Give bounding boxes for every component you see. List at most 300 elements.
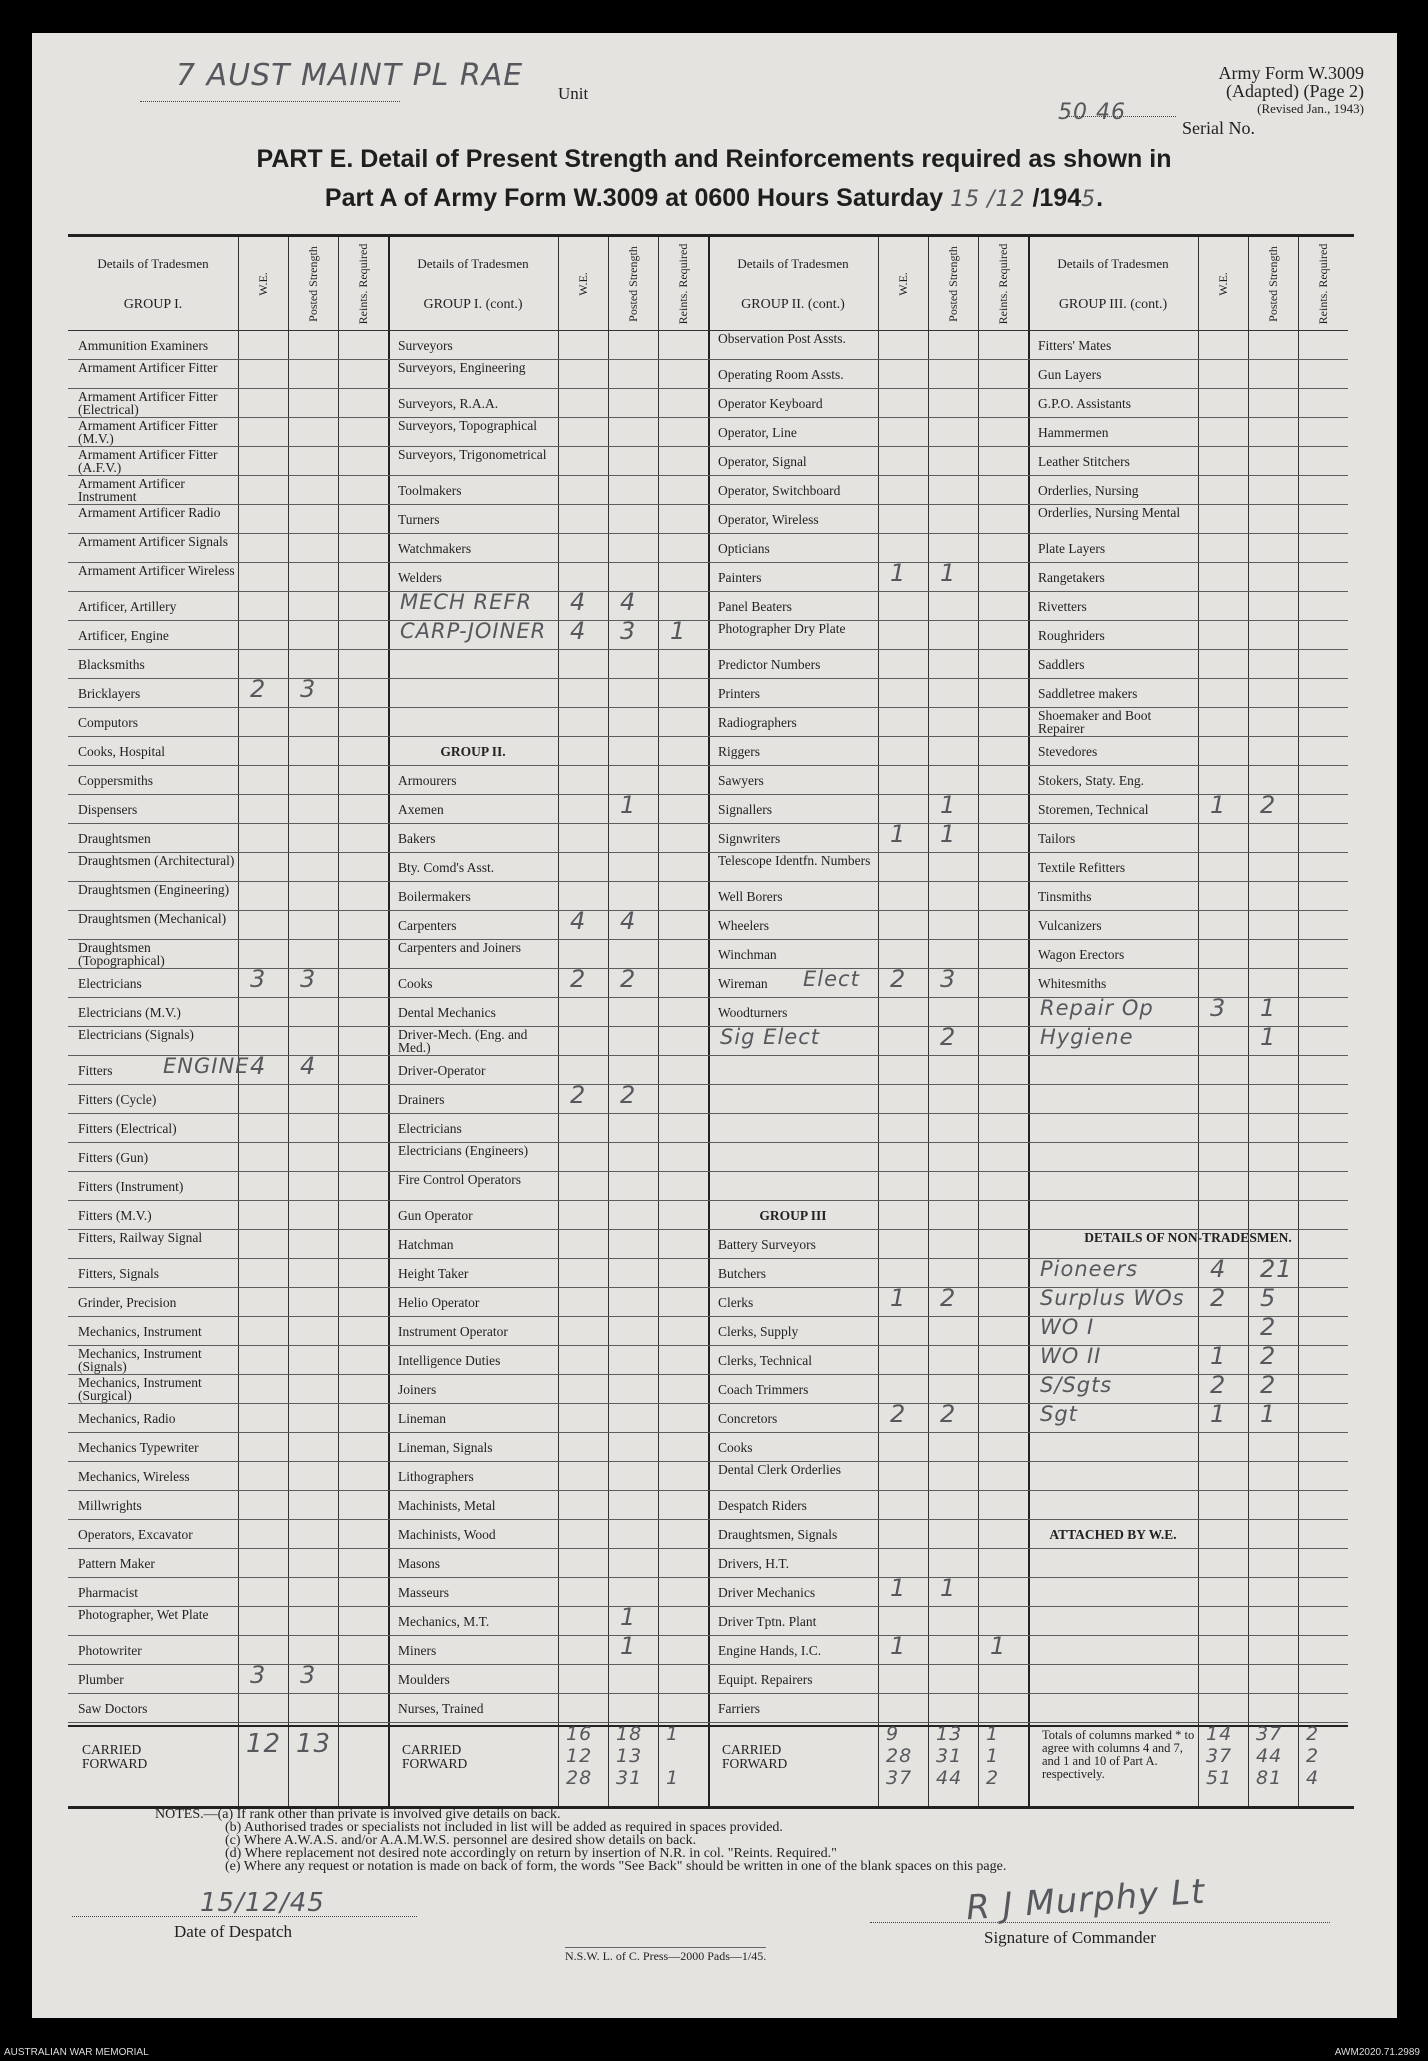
table-row (708, 940, 1028, 969)
handwritten-posted: 2 (940, 1023, 957, 1051)
table-row (708, 737, 1028, 766)
trade-label: Carpenters and Joiners (398, 940, 521, 955)
handwritten-trade: Surplus WOs (1040, 1286, 1185, 1310)
trade-label: Watchmakers (398, 541, 472, 556)
table-row (708, 1462, 1028, 1491)
table-row (388, 882, 708, 911)
we-header-text: W.E. (576, 272, 590, 296)
trade-label: Winchman (718, 947, 777, 962)
group-name: GROUP I. (123, 297, 183, 312)
handwritten-posted: 3 (300, 675, 317, 703)
table-row (1028, 1400, 1348, 1433)
table-row (708, 1375, 1028, 1404)
handwritten-we: 2 (890, 1400, 907, 1428)
trade-label: Coppersmiths (78, 773, 154, 788)
trade-label: Artificer, Engine (78, 628, 169, 643)
reints-header-text: Reints. Required (356, 243, 370, 325)
we-header (1198, 237, 1248, 331)
table-row (388, 766, 708, 795)
trade-label: Nurses, Trained (398, 1701, 484, 1716)
trade-label: Toolmakers (398, 483, 462, 498)
table-row (388, 1520, 708, 1549)
handwritten-posted: 1 (940, 820, 957, 848)
carried-we: 51 (1206, 1767, 1233, 1789)
handwritten-trade: Sig Elect (720, 1025, 820, 1049)
handwritten-posted: 21 (1260, 1255, 1293, 1283)
form-revised: (Revised Jan., 1943) (1257, 101, 1364, 116)
handwritten-posted: 2 (940, 1284, 957, 1312)
details-header-text: Details of Tradesmen (97, 256, 209, 271)
table-row (388, 1230, 708, 1259)
table-row (388, 737, 708, 766)
table-row (68, 1462, 388, 1491)
table-row (1028, 1636, 1348, 1665)
table-row (388, 650, 708, 679)
table-row (388, 824, 708, 853)
carried-reints: 1 (986, 1723, 1000, 1745)
table-row (388, 476, 708, 505)
trade-label: Telescope Identfn. Numbers (718, 853, 871, 868)
table-row (388, 791, 708, 824)
trade-label: Rangetakers (1038, 570, 1105, 585)
trade-label: Draughtsmen (Engineering) (78, 882, 230, 897)
table-row (1028, 650, 1348, 679)
trade-label: Observation Post Assts. (718, 331, 846, 346)
trade-label: Gun Layers (1038, 367, 1102, 382)
table-row (388, 1056, 708, 1085)
table-row (68, 1114, 388, 1143)
we-header (558, 237, 608, 331)
trade-label: Turners (398, 512, 440, 527)
carried-posted: 44 (1256, 1745, 1283, 1767)
table-row (1028, 1023, 1348, 1056)
table-row (1028, 911, 1348, 940)
trade-label: Leather Stitchers (1038, 454, 1130, 469)
trade-label: Riggers (718, 744, 760, 759)
table-row (388, 1491, 708, 1520)
trade-label: Operator Keyboard (718, 396, 823, 411)
trade-label: Despatch Riders (718, 1498, 807, 1513)
trade-label: Driver-Operator (398, 1063, 486, 1078)
table-row (708, 1284, 1028, 1317)
reints-header (338, 237, 388, 331)
trade-label: Drainers (398, 1092, 445, 1107)
trade-label: Operator, Line (718, 425, 797, 440)
trade-label: Welders (398, 570, 442, 585)
table-row (1028, 853, 1348, 882)
table-row (68, 1085, 388, 1114)
trade-label: Radiographers (718, 715, 797, 730)
trade-label: Clerks, Supply (718, 1324, 799, 1339)
handwritten-trade: Hygiene (1040, 1025, 1134, 1049)
posted-header (1248, 237, 1298, 331)
table-row (708, 1230, 1028, 1259)
group-name: GROUP III. (cont.) (1058, 297, 1168, 312)
carried-we: 37 (1206, 1745, 1233, 1767)
trade-label: Driver Mechanics (718, 1585, 816, 1600)
carried-forward-row (1028, 1725, 1348, 1801)
table-row (388, 360, 708, 389)
carried-posted: 13 (936, 1723, 963, 1745)
trade-label: Clerks, Technical (718, 1353, 813, 1368)
table-row (708, 389, 1028, 418)
carried-posted: 13 (296, 1729, 332, 1759)
table-row (68, 1404, 388, 1433)
table-row (68, 592, 388, 621)
trade-label: Saw Doctors (78, 1701, 148, 1716)
table-row (708, 1056, 1028, 1085)
handwritten-trade: ENGINE (163, 1054, 250, 1078)
table-row (388, 617, 708, 650)
table-row (708, 331, 1028, 360)
trade-label: Miners (398, 1643, 437, 1658)
trade-label: Whitesmiths (1038, 976, 1107, 991)
table-row (68, 1201, 388, 1230)
title-month: 12 (995, 187, 1026, 212)
table-row (708, 505, 1028, 534)
table-row (68, 1288, 388, 1317)
handwritten-posted: 1 (620, 1603, 637, 1631)
table-row (388, 940, 708, 969)
trade-label: Armament Artificer Radio (78, 505, 221, 520)
carried-we: 28 (886, 1745, 913, 1767)
table-row (708, 911, 1028, 940)
trade-label: Fitters (Instrument) (78, 1179, 184, 1194)
trade-label: Photowriter (78, 1643, 142, 1658)
table-row (68, 360, 388, 389)
table-row (1028, 331, 1348, 360)
table-row (68, 447, 388, 476)
trade-label: Joiners (398, 1382, 437, 1397)
note-a: NOTES.—(a) If rank other than private is involved give details on back. (155, 1807, 561, 1822)
table-row (708, 1172, 1028, 1201)
table-row (708, 1317, 1028, 1346)
handwritten-posted: 1 (940, 1574, 957, 1602)
table-row (1028, 1665, 1348, 1694)
table-row (708, 1201, 1028, 1230)
carried-posted: 37 (1256, 1723, 1283, 1745)
serial-handwritten: 50 46 (1058, 100, 1126, 125)
table-row (1028, 1284, 1348, 1317)
carried-forward-label: Totals of columns marked * to agree with columns 4 and 7, and 1 and 10 of Part A. respectively. (1042, 1728, 1195, 1781)
trade-label: Battery Surveyors (718, 1237, 816, 1252)
trade-label: ATTACHED BY W.E. (1049, 1527, 1177, 1542)
title-day: 15 (950, 187, 981, 212)
trade-label: Electricians (Engineers) (398, 1143, 529, 1158)
table-row (388, 1027, 708, 1056)
trade-label: Armament Artificer Wireless (78, 563, 235, 578)
handwritten-trade: S/Sgts (1040, 1373, 1113, 1397)
trade-label: Concretors (718, 1411, 778, 1426)
table-row (708, 621, 1028, 650)
table-row (68, 675, 388, 708)
trade-label: Armourers (398, 773, 457, 788)
trade-label: Armament Artificer Instrument (78, 476, 185, 504)
trade-label: Painters (718, 570, 762, 585)
trade-label: DETAILS OF NON-TRADESMEN. (1084, 1230, 1292, 1245)
handwritten-we: 3 (250, 1661, 267, 1689)
handwritten-posted: 4 (620, 588, 637, 616)
handwritten-posted: 1 (620, 791, 637, 819)
table-row (708, 1607, 1028, 1636)
trade-label: Engine Hands, I.C. (718, 1643, 822, 1658)
posted-header-text: Posted Strength (626, 246, 640, 322)
handwritten-we: 1 (890, 820, 907, 848)
handwritten-posted: 1 (940, 791, 957, 819)
handwritten-posted: 2 (620, 965, 637, 993)
handwritten-posted: 1 (1260, 1023, 1277, 1051)
title-text: Part A of Army Form W.3009 at 0600 Hours Saturday (324, 184, 944, 212)
table-row (68, 940, 388, 969)
group-column-4 (1028, 237, 1348, 1806)
handwritten-posted: 5 (1260, 1284, 1277, 1312)
table-row (68, 1259, 388, 1288)
trade-label: Plumber (78, 1672, 124, 1687)
carried-reints: 1 (666, 1767, 680, 1789)
handwritten-trade: CARP-JOINER (400, 619, 547, 643)
handwritten-posted: 2 (1260, 1313, 1277, 1341)
trade-label: Machinists, Wood (398, 1527, 496, 1542)
table-row (708, 1143, 1028, 1172)
handwritten-posted: 2 (1260, 1371, 1277, 1399)
trade-label: Mechanics, Instrument (Surgical) (78, 1375, 202, 1403)
trade-label: Hatchman (398, 1237, 454, 1252)
trade-label: GROUP II. (440, 744, 506, 759)
posted-header-text: Posted Strength (306, 246, 320, 322)
handwritten-trade: Elect (803, 967, 860, 991)
strength-table (68, 234, 1354, 1809)
table-row (68, 534, 388, 563)
table-row (388, 1462, 708, 1491)
trade-label: Draughtsmen (78, 831, 151, 846)
credit-left: AUSTRALIAN WAR MEMORIAL (4, 2047, 149, 2058)
group-column-3 (708, 237, 1028, 1806)
table-row (708, 1520, 1028, 1549)
details-header-text: Details of Tradesmen (737, 256, 849, 271)
carried-reints: 4 (1306, 1767, 1320, 1789)
note-e: (e) Where any request or notation is made on back of form, the words "See Back" should be written in one of the blank spaces on this page. (225, 1859, 1007, 1874)
table-row (1028, 1342, 1348, 1375)
table-row (1028, 1172, 1348, 1201)
trade-label: Roughriders (1038, 628, 1105, 643)
notes (155, 1808, 1006, 1873)
trade-label: Surveyors, Trigonometrical (398, 447, 547, 462)
table-row (388, 907, 708, 940)
table-row (68, 1027, 388, 1056)
trade-label: Draughtsmen (Architectural) (78, 853, 235, 868)
table-row (1028, 476, 1348, 505)
table-row (68, 795, 388, 824)
table-row (1028, 505, 1348, 534)
trade-label: Operator, Switchboard (718, 483, 841, 498)
table-row (708, 1433, 1028, 1462)
table-row (1028, 766, 1348, 795)
table-row (708, 1549, 1028, 1578)
posted-header-text: Posted Strength (1266, 246, 1280, 322)
carried-we: 14 (1206, 1723, 1233, 1745)
table-row (388, 505, 708, 534)
table-row (708, 1491, 1028, 1520)
table-row (708, 1114, 1028, 1143)
handwritten-posted: 2 (940, 1400, 957, 1428)
trade-label: Dental Mechanics (398, 1005, 496, 1020)
carried-reints: 1 (986, 1745, 1000, 1767)
trade-label: Orderlies, Nursing (1038, 483, 1139, 498)
table-row (68, 766, 388, 795)
handwritten-posted: 2 (620, 1081, 637, 1109)
trade-label: Draughtsmen (Topographical) (78, 940, 165, 968)
trade-label: Electricians (78, 976, 142, 991)
table-row (388, 1114, 708, 1143)
table-row (1028, 389, 1348, 418)
table-row (1028, 1607, 1348, 1636)
table-row (1028, 1462, 1348, 1491)
trade-label: Rivetters (1038, 599, 1087, 614)
table-row (708, 360, 1028, 389)
table-row (1028, 708, 1348, 737)
trade-label: Fitters (Cycle) (78, 1092, 157, 1107)
table-row (708, 418, 1028, 447)
reints-header (978, 237, 1028, 331)
table-row (388, 1288, 708, 1317)
carried-posted: 44 (936, 1767, 963, 1789)
unit-label: Unit (558, 84, 589, 103)
handwritten-we: 1 (890, 1632, 907, 1660)
table-row (708, 708, 1028, 737)
table-row (708, 1632, 1028, 1665)
page-title-line2 (0, 184, 1428, 213)
trade-label: Mechanics, Instrument (Signals) (78, 1346, 202, 1374)
handwritten-we: 2 (570, 1081, 587, 1109)
table-row (388, 1665, 708, 1694)
carried-forward-label: CARRIED FORWARD (722, 1742, 788, 1771)
table-row (68, 853, 388, 882)
table-row (68, 1433, 388, 1462)
form-adapted: (Adapted) (Page 2) (1226, 81, 1364, 101)
table-row (708, 447, 1028, 476)
trade-label: G.P.O. Assistants (1038, 396, 1132, 411)
table-row (388, 1375, 708, 1404)
trade-label: Fitters, Railway Signal (78, 1230, 203, 1245)
table-row (708, 650, 1028, 679)
table-row (68, 1230, 388, 1259)
table-row (68, 911, 388, 940)
serial-label: Serial No. (1182, 118, 1255, 138)
table-row (1028, 1056, 1348, 1085)
handwritten-posted: 3 (300, 965, 317, 993)
trade-label: Masseurs (398, 1585, 449, 1600)
table-row (68, 1607, 388, 1636)
table-row (1028, 1491, 1348, 1520)
despatch-date-handwritten: 15/12/45 (200, 1888, 325, 1918)
group-column-1 (68, 237, 388, 1806)
handwritten-we: 2 (1210, 1371, 1227, 1399)
trade-label: Artificer, Artillery (78, 599, 177, 614)
table-row (708, 679, 1028, 708)
trade-label: Millwrights (78, 1498, 142, 1513)
table-row (68, 1375, 388, 1404)
handwritten-posted: 4 (300, 1052, 317, 1080)
trade-label: Wireman (718, 976, 768, 991)
handwritten-trade: MECH REFR (400, 590, 533, 614)
trade-label: Axemen (398, 802, 444, 817)
table-row (388, 965, 708, 998)
table-row (388, 1578, 708, 1607)
trade-label: Mechanics, Radio (78, 1411, 176, 1426)
trade-label: Woodturners (718, 1005, 788, 1020)
table-row (1028, 1143, 1348, 1172)
note-d: (d) Where replacement not desired note accordingly on return by insertion of N.R. in col. "Reints. Required." (225, 1846, 837, 1861)
group-name: GROUP I. (cont.) (423, 297, 523, 312)
table-row (68, 1636, 388, 1665)
table-row (1028, 679, 1348, 708)
trade-label: Electricians (Signals) (78, 1027, 194, 1042)
table-row (1028, 447, 1348, 476)
trade-label: Dental Clerk Orderlies (718, 1462, 841, 1477)
table-row (388, 331, 708, 360)
trade-label: Opticians (718, 541, 770, 556)
serial-line (1066, 116, 1176, 117)
trade-label: Driver Tptn. Plant (718, 1614, 817, 1629)
trade-label: Surveyors, Engineering (398, 360, 526, 375)
table-row (708, 1023, 1028, 1056)
trade-label: Boilermakers (398, 889, 471, 904)
reints-header-text: Reints. Required (996, 243, 1010, 325)
handwritten-we: 1 (1210, 791, 1227, 819)
trade-label: Cooks, Hospital (78, 744, 166, 759)
table-row (1028, 1255, 1348, 1288)
reints-header (1298, 237, 1348, 331)
handwritten-trade: Sgt (1040, 1402, 1078, 1426)
table-row (1028, 1578, 1348, 1607)
trade-label: Lineman, Signals (398, 1440, 493, 1455)
table-row (1028, 1549, 1348, 1578)
group-name: GROUP II. (cont.) (741, 297, 845, 312)
trade-label: Photographer, Wet Plate (78, 1607, 209, 1622)
handwritten-we: 1 (1210, 1342, 1227, 1370)
table-row (68, 1172, 388, 1201)
handwritten-we: 2 (1210, 1284, 1227, 1312)
trade-label: Fitters, Signals (78, 1266, 160, 1281)
table-row (1028, 1230, 1348, 1259)
signature-line (870, 1922, 1330, 1923)
table-row (1028, 824, 1348, 853)
table-row (68, 1317, 388, 1346)
table-row (68, 389, 388, 418)
details-header-text: Details of Tradesmen (1057, 256, 1169, 271)
table-row (708, 476, 1028, 505)
trade-label: Wagon Erectors (1038, 947, 1125, 962)
handwritten-posted: 1 (620, 1632, 637, 1660)
table-row (388, 998, 708, 1027)
table-row (708, 1665, 1028, 1694)
handwritten-we: 1 (890, 1574, 907, 1602)
trade-label: Signwriters (718, 831, 781, 846)
table-row (708, 559, 1028, 592)
form-identifier (1218, 64, 1364, 118)
trade-label: Signallers (718, 802, 772, 817)
table-row (68, 650, 388, 679)
posted-header (288, 237, 338, 331)
table-row (68, 1491, 388, 1520)
table-row (1028, 737, 1348, 766)
carried-posted: 13 (616, 1745, 643, 1767)
trade-label: Equipt. Repairers (718, 1672, 813, 1687)
handwritten-trade: Repair Op (1040, 996, 1154, 1020)
table-row (1028, 994, 1348, 1027)
handwritten-posted: 4 (620, 907, 637, 935)
trade-label: Driver-Mech. (Eng. and Med.) (398, 1027, 528, 1055)
